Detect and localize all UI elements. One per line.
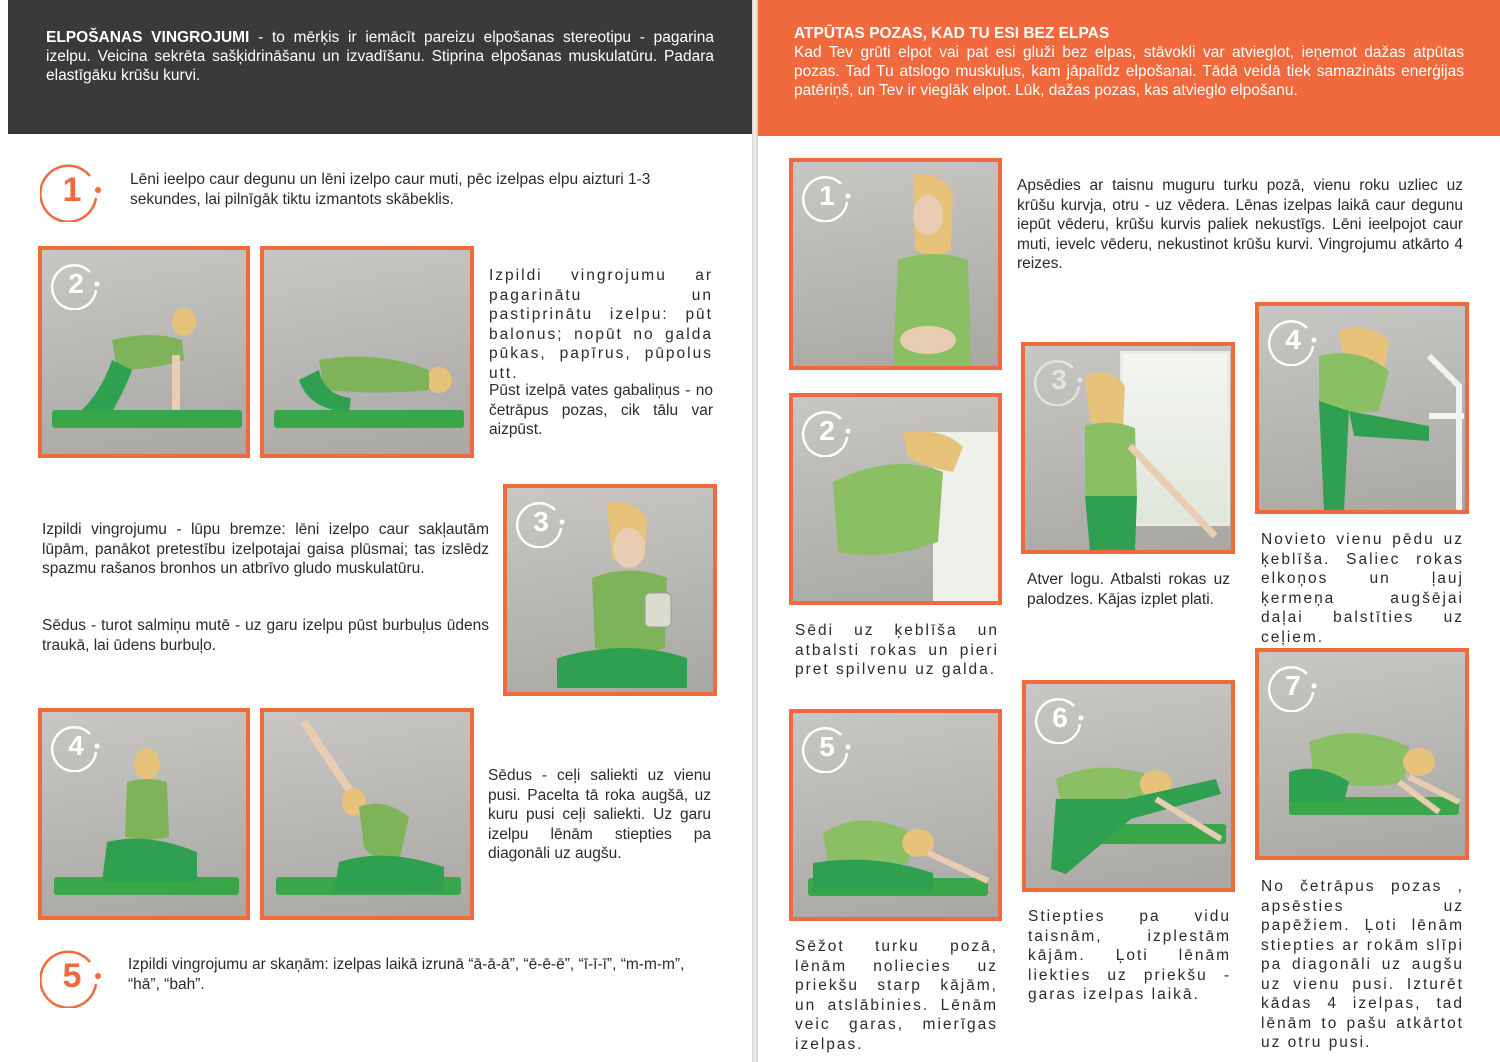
pose-6-photo [1022,680,1235,892]
pose-2-photo [789,393,1002,605]
exercise-1-number-icon [40,158,104,222]
woman-child-pose-icon [1279,712,1464,822]
rest-poses-intro: Kad Tev grūti elpot vai pat esi gluži bez elpas, stāvokli var atvieglot, ieņemot dažas atpūtas pozas. Tad Tu atslogo muskuļus, kam jāpalīdz elpošanai. Tādā veidā tiek samazināts enerģijas patēriņš, un Tev ir vieglāk elpot. Lūk, dažas pozas, kas atvieglo elpošanu. [794,44,1464,99]
breathing-exercises-intro: - to mērķis ir iemācīt pareizu elpošanas stereotipu - pagarina izelpu. Veicina sekrēta sašķidrināšanu un izvadīšanu. Stiprina elpošanas muskulatūru. Padara elastīgāku krūšu kurvi. [46,29,714,84]
woman-blowing-straw-icon [537,498,697,693]
exercise-3-number: 3 [533,506,549,537]
breathing-exercises-header [8,0,752,134]
exercise-5-number-icon [40,944,104,1008]
exercise-4-photo-a [38,708,250,920]
exercise-4-photo-b [260,708,474,920]
exercise-5-text: Izpildi vingrojumu ar skaņām: izelpas laikā izrunā “ā-ā-ā”, “ē-ē-ē”, “ī-ī-ī”, “m-m-m”, “hā”, “bah”. [128,956,685,993]
pose-1-number: 1 [819,180,835,211]
pose-3-number: 3 [1051,364,1067,395]
pose-5-badge-icon [801,721,853,773]
rest-poses-header [758,0,1500,136]
pose-2-text: Sēdi uz ķeblīša un atbalsti rokas un pieri pret spilvenu uz galda. [795,622,999,678]
breathing-exercises-title: ELPOŠANAS VINGROJUMI [46,29,250,46]
pose-4-text: Novieto vienu pēdu uz ķeblīša. Saliec rokas elkoņos un ļauj ķermeņa augšējai daļai balstīties uz ceļiem. [1261,531,1464,646]
pose-1-badge-icon [801,170,853,222]
woman-leaning-on-table-icon [813,412,998,602]
pose-4-number: 4 [1285,324,1301,355]
exercise-1-number: 1 [62,170,82,209]
rest-poses-title: ATPŪTAS POZAS, KAD TU ESI BEZ ELPAS [794,25,1110,42]
pose-5-photo [789,709,1002,921]
woman-kneeling-icon [72,300,222,420]
exercise-3-photo [503,484,717,696]
pose-7-photo [1255,648,1469,860]
exercise-4-text: Sēdus - ceļi saliekti uz vienu pusi. Pacelta tā roka augšā, uz kuru pusi ceļi saliekti. Uz garu izelpu lēnām stiepties pa diagonāli uz augšu. [488,767,711,862]
exercise-2-photo-a [38,246,250,458]
pose-7-text: No četrāpus pozas , apsēsties uz papēžiem. Ļoti lēnām stiepties ar rokām slīpi pa diagonāli uz augšu uz vienu pusi. Izturēt kādas 4 izelpas, tad lēnām to pašu atkārtot uz otru pusi. [1261,878,1464,1051]
woman-at-window-icon [1055,366,1225,551]
woman-bending-blowing-icon [289,340,459,420]
exercise-2-photo-b [260,246,474,458]
pose-7-badge-icon [1267,660,1319,712]
pose-5-text: Sēžot turku pozā, lēnām noliecies uz priekšu starp kājām, un atslābinies. Lēnām veic garas, mierīgas izelpas. [795,938,998,1053]
pose-1-text: Apsēdies ar taisnu muguru turku pozā, vienu roku uzliec uz krūšu kurvja, otru - uz vēdera. Lēnas izelpas laikā caur degunu iepūt vēderu, krūšu kurvis paliek nekustīgs. Lēni ieelpojot caur muti, ievelc vēderu, nekustinot krūšu kurvi. Vingrojumu atkārto 4 reizes. [1017,177,1463,272]
woman-hands-chest-belly-icon [853,170,993,370]
pose-3-photo [1021,342,1235,554]
pose-6-badge-icon [1034,692,1086,744]
pose-1-photo [789,158,1002,370]
pose-4-photo [1255,302,1469,514]
exercise-1-text: Lēni ieelpo caur degunu un lēni izelpo caur muti, pēc izelpas elpu aizturi 1-3 sekundes, lai pilnīgāk tiktu izmantots skābeklis. [130,171,651,208]
pose-6-text: Stiepties pa vidu taisnām, izplestām kājām. Ļoti lēnām liekties uz priekšu - garas izelpas laikā. [1028,908,1231,1003]
exercise-2-text-b: Pūst izelpā vates gabaliņus - no četrāpus pozas, cik tālu var aizpūst. [489,382,713,438]
woman-wide-leg-stretch-icon [1036,739,1231,879]
woman-side-stretch-icon [284,717,454,897]
exercise-5-number: 5 [62,956,82,995]
woman-foot-on-chair-icon [1289,316,1464,511]
exercise-3-text-a: Izpildi vingrojumu - lūpu bremze: lēni izelpo caur sakļautām lūpām, panākot pretestību izelpotajai gaisa plūsmai; tas izslēdz spazmu rašanos bronhos un atbrīvo gludo muskulatūru. [42,521,489,577]
pose-5-number: 5 [819,731,835,762]
right-page [758,0,1500,1062]
pose-2-number: 2 [819,415,835,446]
exercise-4-number: 4 [68,730,84,761]
exercise-2-number: 2 [68,268,84,299]
pose-6-number: 6 [1052,702,1068,733]
pose-3-text: Atver logu. Atbalsti rokas uz palodzes. Kājas izplet plati. [1027,571,1230,608]
exercise-2-text-a: Izpildi vingrojumu ar pagarinātu un pastiprinātu izelpu: pūt balonus; nopūt no galda pūkas, papīrus, pūpolus utt. [489,267,713,382]
woman-sitting-side-icon [87,742,207,892]
exercise-3-text-b: Sēdus - turot salmiņu mutē - uz garu izelpu pūst burbuļus ūdens traukā, lai ūdens burbuļo. [42,617,489,654]
pose-7-number: 7 [1285,670,1301,701]
woman-forward-bend-sitting-icon [803,793,993,893]
